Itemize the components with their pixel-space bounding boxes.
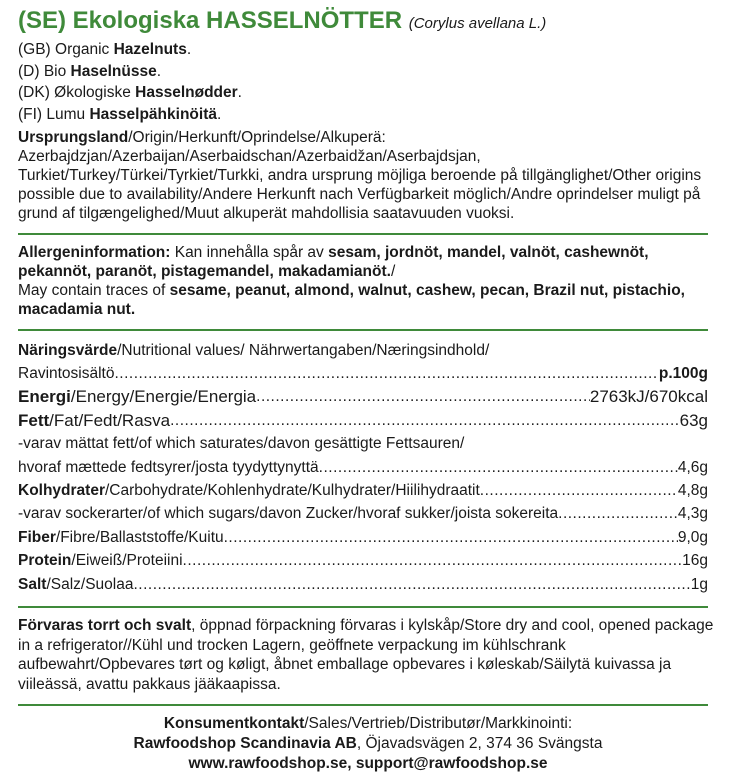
title-main: (SE) Ekologiska HASSELNÖTTER <box>18 7 403 34</box>
nutrient-value: 4,8g <box>677 482 708 500</box>
nutrient-name: Energi <box>18 387 71 407</box>
translation-d <box>18 61 718 83</box>
leader-dots <box>183 549 683 572</box>
contact-web-email[interactable]: www.rawfoodshop.se, support@rawfoodshop.se <box>188 755 548 773</box>
divider <box>18 233 708 235</box>
product-title <box>18 6 718 39</box>
translation-gb <box>18 39 718 61</box>
nutrient-label <box>18 479 480 502</box>
translation-fi <box>18 104 718 126</box>
nutrition-row <box>18 549 708 572</box>
contact-company-line <box>18 734 718 754</box>
leader-dots <box>224 526 678 549</box>
storage-text: , öppnad förpackning förvaras i kylskåp/Store dry and cool, opened package in a refrigerator//Kühl und trocken Lagern, geöffnete verpackung im kühlschrank aufbewahrt/Opbevares tørt og køligt, åbnet emballage opbevares i køleskab/Säilytä kuivassa ja viileässä, avattu pakkaus jääkaapissa. <box>18 617 714 693</box>
nutrient-label <box>18 526 224 549</box>
translation-prefix: (D) Bio <box>18 62 71 80</box>
nutrition-heading-rest: /Nutritional values/ Nährwertangaben/Næringsindhold/ <box>117 342 490 359</box>
translation-name: Haselnüsse <box>70 62 157 80</box>
product-label <box>18 6 718 774</box>
translation-suffix: . <box>186 41 192 58</box>
nutrient-value: 2763kJ/670kcal <box>589 387 708 407</box>
allergen-label: Allergeninformation: <box>18 244 171 261</box>
nutrient-label <box>18 549 183 572</box>
nutrition-per-row <box>18 362 708 385</box>
origin-text: /Origin/Herkunft/Oprindelse/Alkuperä: Azerbajdzjan/Azerbaijan/Aserbaidschan/Azerbaidžan/Aserbajdsjan, Turkiet/Turkey/Türkei/Tyrkiet/Turkki, andra ursprung möjliga beroende på tillgänglighet/Other origins possible due to availability/Andere Herkunft nach Verfügbarkeit möglich/Andre oprindelser muligt på grund af tilgængelighed/Muut alkuperät mahdollisia saatavuuden vuoksi. <box>18 129 702 222</box>
nutrient-translations: -varav sockerarter/of which sugars/davon Zucker/hvoraf sukker/joista sokereita <box>18 505 559 523</box>
nutrient-translations: /Fat/Fedt/Rasva <box>49 410 171 430</box>
translation-dk <box>18 82 718 104</box>
leader-dots <box>319 456 678 479</box>
nutrition-row <box>18 526 708 549</box>
nutrient-name: Kolhydrater <box>18 482 105 500</box>
nutrient-value: 1g <box>690 575 708 593</box>
allergen-se-items: sesam, jordnöt, mandel, valnöt, cashewnöt, pekannöt, paranöt, pistagemandel, makadamianöt. <box>18 244 649 280</box>
translation-name: Hazelnuts <box>113 41 187 58</box>
nutrient-translations: /Energy/Energie/Energia <box>70 387 257 407</box>
translation-suffix: . <box>237 84 242 101</box>
nutrition-row <box>18 385 708 408</box>
contact-address: , Öjavadsvägen 2, 374 36 Svängsta <box>356 735 603 753</box>
leader-dots <box>133 573 690 596</box>
nutrient-name: Salt <box>18 575 47 593</box>
nutrient-translations: /Fibre/Ballaststoffe/Kuitu <box>55 528 224 546</box>
leader-dots <box>170 409 680 432</box>
contact-label-rest: /Sales/Vertrieb/Distributør/Markkinointi: <box>304 715 573 733</box>
origin-label: Ursprungsland <box>18 129 129 146</box>
nutrient-label <box>18 573 133 596</box>
nutrient-label <box>18 502 558 525</box>
storage-section <box>18 616 718 694</box>
origin-section <box>18 128 718 223</box>
nutrition-heading <box>18 339 718 362</box>
leader-dots <box>115 362 659 385</box>
nutrition-row <box>18 456 708 479</box>
nutrient-value: 4,3g <box>677 505 708 523</box>
leader-dots <box>558 502 678 525</box>
translation-prefix: (FI) Lumu <box>18 105 90 123</box>
nutrient-value: 16g <box>682 552 708 570</box>
divider <box>18 606 708 608</box>
nutrition-row <box>18 479 708 502</box>
nutrition-rows <box>18 385 718 596</box>
translation-suffix: . <box>216 105 222 123</box>
nutrient-translations: -varav mättat fett/of which saturates/davon gesättigte Fettsauren/ <box>18 435 465 453</box>
title-latin: (Corylus avellana L.) <box>408 15 547 32</box>
nutrient-translations: /Carbohydrate/Kohlenhydrate/Kulhydrater/Hiilihydraatit <box>105 482 480 500</box>
allergen-section <box>18 243 718 319</box>
nutrition-table <box>18 339 718 596</box>
translations <box>18 39 718 125</box>
allergen-se-intro: Kan innehålla spår av <box>170 244 329 261</box>
nutrient-name: Fett <box>18 410 50 430</box>
leader-dots <box>256 385 590 408</box>
allergen-se-end: / <box>390 263 396 280</box>
allergen-en-intro: May contain traces of <box>18 282 170 299</box>
storage-bold: Förvaras torrt och svalt <box>18 617 192 635</box>
nutrient-translations: /Eiweiß/Proteiini <box>71 552 183 570</box>
nutrient-value: 63g <box>679 410 708 430</box>
nutrient-name: Fiber <box>18 528 56 546</box>
contact-company: Rawfoodshop Scandinavia AB <box>133 735 357 753</box>
nutrient-value: 9,0g <box>677 528 708 546</box>
contact-label-line <box>18 714 718 734</box>
contact-section <box>18 714 718 774</box>
divider <box>18 704 708 706</box>
nutrient-label <box>18 456 319 479</box>
translation-prefix: (DK) Økologiske <box>18 84 136 101</box>
nutrient-label <box>18 409 170 432</box>
allergen-en-items: sesame, peanut, almond, walnut, cashew, pecan, Brazil nut, pistachio, macadamia nut. <box>18 282 685 318</box>
nutrition-row <box>18 409 708 432</box>
nutrition-heading-bold: Näringsvärde <box>18 342 118 359</box>
translation-suffix: . <box>156 62 162 80</box>
nutrition-row <box>18 432 708 455</box>
nutrition-row <box>18 573 708 596</box>
translation-name: Hasselpähkinöitä <box>89 105 217 123</box>
nutrient-translations: /Salz/Suolaa <box>46 575 134 593</box>
nutrition-row <box>18 502 708 525</box>
nutrient-label <box>18 432 464 455</box>
translation-name: Hasselnødder <box>135 84 238 101</box>
nutrient-name: Protein <box>18 552 72 570</box>
nutrient-label <box>18 385 256 408</box>
nutrient-translations: hvoraf mættede fedtsyrer/josta tyydyttynyttä <box>18 458 319 476</box>
nutrition-heading-line2: Ravintosisältö <box>18 365 115 382</box>
nutrition-per: p.100g <box>658 365 708 382</box>
divider <box>18 329 708 331</box>
contact-label: Konsumentkontakt <box>163 715 305 733</box>
translation-prefix: (GB) Organic <box>18 41 114 58</box>
leader-dots <box>480 479 678 502</box>
nutrient-value: 4,6g <box>677 458 708 476</box>
